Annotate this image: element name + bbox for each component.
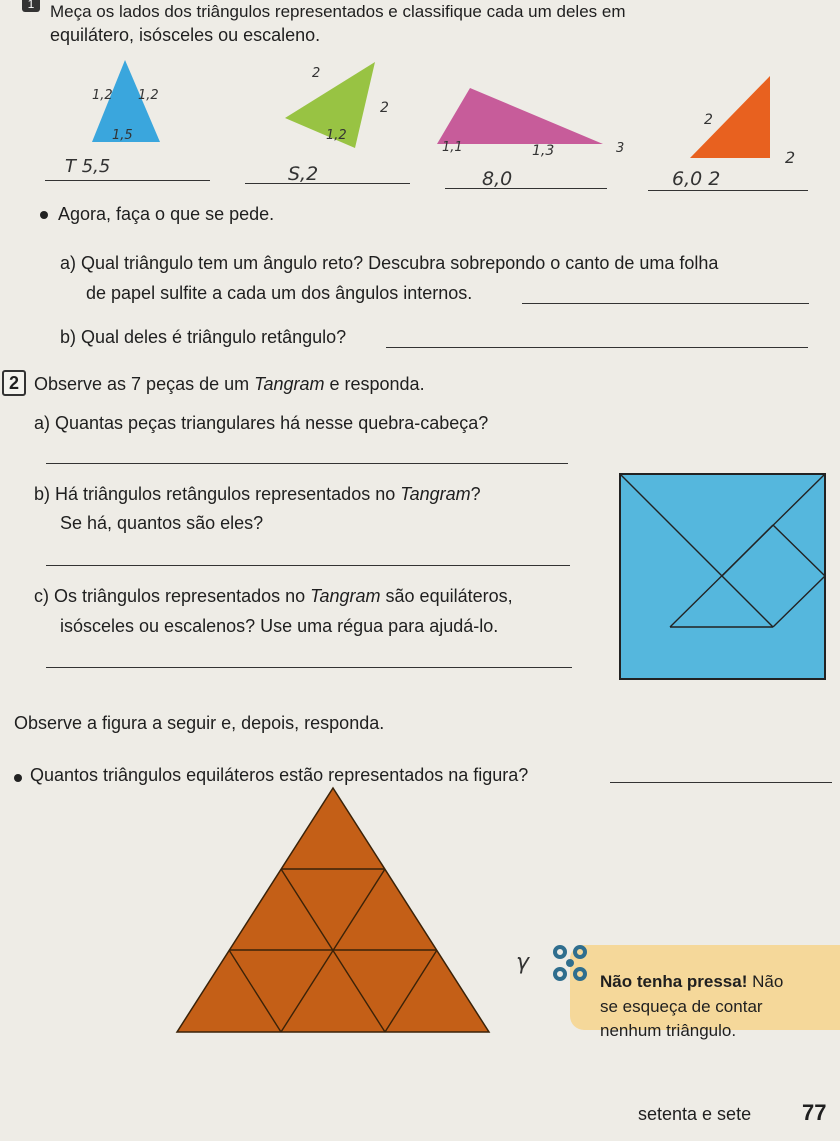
- section2-title-post: e responda.: [324, 374, 425, 394]
- answer-3: 8,0: [482, 168, 513, 190]
- orange-triangle: [690, 76, 770, 158]
- handwriting-green-top: 2: [312, 66, 321, 81]
- section1-prompt: Agora, faça o que se pede.: [58, 204, 275, 224]
- handwriting-blue-base: 1,5: [112, 128, 133, 143]
- question-2b-em: Tangram: [400, 484, 471, 504]
- tip-bold: Não tenha pressa!: [600, 972, 748, 991]
- instruction-line-1: Meça os lados dos triângulos representados e classifique cada um deles em: [50, 2, 626, 21]
- handwriting-magenta-left: 1,1: [442, 140, 463, 155]
- bullet-3: [14, 774, 22, 782]
- answer-line-4[interactable]: [648, 190, 808, 191]
- question-1b: b) Qual deles é triângulo retângulo?: [60, 327, 347, 347]
- question-3: Quantos triângulos equiláteros estão representados na figura?: [30, 765, 529, 785]
- answer-2: S,2: [288, 163, 319, 185]
- bullet-1: [40, 211, 48, 219]
- question-2c-line2: isósceles ou escalenos? Use uma régua para ajudá-lo.: [60, 616, 499, 636]
- tip-line-3: nenhum triângulo.: [600, 1021, 737, 1040]
- equilateral-triangles-figure: [177, 788, 497, 1038]
- answer-line-2b[interactable]: [46, 565, 570, 566]
- tangram-figure: [620, 474, 830, 679]
- answer-1: T 5,5: [65, 156, 111, 177]
- question-2b-pre: b) Há triângulos retângulos representados no: [34, 484, 401, 504]
- section2-title-em: Tangram: [254, 374, 325, 394]
- exercise-number-2: 2: [2, 370, 26, 396]
- exercise-number-1: 1: [22, 0, 40, 12]
- question-2b-post: ?: [470, 484, 481, 504]
- handwriting-green-inner: 1,2: [326, 128, 347, 143]
- section2-title-pre: Observe as 7 peças de um: [34, 374, 255, 394]
- handwriting-green-right: 2: [380, 100, 389, 116]
- tip-line-1: [600, 972, 783, 992]
- question-2c-line1: [34, 586, 513, 607]
- answer-line-2a[interactable]: [46, 463, 568, 464]
- magenta-triangle: [437, 88, 603, 144]
- answer-line-3[interactable]: [445, 188, 607, 189]
- tip-line-2: se esqueça de contar: [600, 997, 763, 1016]
- handwriting-orange-hyp: 2: [704, 112, 713, 128]
- answer-4: 6,0 2: [672, 168, 721, 190]
- question-2c-pre: c) Os triângulos representados no: [34, 586, 311, 606]
- handwriting-magenta-right: 3: [616, 141, 625, 156]
- question-2b-line2: Se há, quantos são eles?: [60, 513, 264, 533]
- big-triangle: [177, 788, 489, 1032]
- answer-line-1b[interactable]: [386, 347, 808, 348]
- question-1a-line2: de papel sulfite a cada um dos ângulos internos.: [86, 283, 473, 303]
- page-number: 77: [802, 1100, 827, 1125]
- answer-line-1a[interactable]: [522, 303, 809, 304]
- tip-rest-1: Não: [747, 972, 784, 991]
- tip-icon: [546, 940, 596, 990]
- answer-line-1[interactable]: [45, 180, 210, 181]
- answer-line-2c[interactable]: [46, 667, 572, 668]
- answer-line-2[interactable]: [245, 183, 410, 184]
- question-2a: a) Quantas peças triangulares há nesse quebra-cabeça?: [34, 413, 489, 433]
- question-1a-line1: a) Qual triângulo tem um ângulo reto? Descubra sobrepondo o canto de uma folha: [60, 253, 719, 273]
- section2-title: [34, 374, 425, 395]
- question-2c-post: são equiláteros,: [380, 586, 513, 606]
- handwriting-magenta-base: 1,3: [532, 143, 555, 159]
- handwriting-blue-right: 1,2: [138, 88, 159, 103]
- handwritten-mark: γ: [516, 950, 530, 975]
- page-words: setenta e sete: [638, 1104, 752, 1124]
- question-2c-em: Tangram: [310, 586, 381, 606]
- section3-title: Observe a figura a seguir e, depois, responda.: [14, 713, 385, 733]
- handwriting-orange-side: 2: [785, 148, 796, 167]
- answer-line-3[interactable]: [610, 782, 832, 783]
- handwriting-blue-left: 1,2: [92, 88, 113, 103]
- instruction-line-2: equilátero, isósceles ou escaleno.: [50, 25, 321, 45]
- question-2b-line1: [34, 484, 481, 505]
